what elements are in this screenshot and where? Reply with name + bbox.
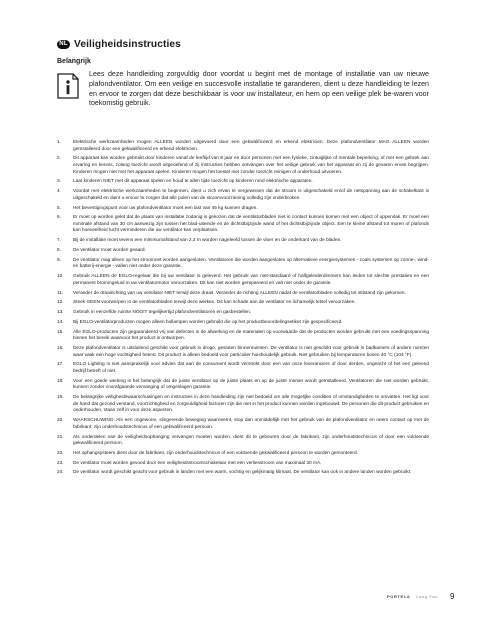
list-item bbox=[57, 418, 429, 431]
item-number: 1. bbox=[57, 140, 61, 145]
item-text: De ventilator wordt geschikt geacht voor gebruik in landen met een warm, vochtig en gelijkmatig klimaat. De ventilator kan ook in andere landen worden gebruikt. bbox=[73, 470, 412, 476]
list-item bbox=[57, 300, 429, 307]
list-item bbox=[57, 310, 429, 317]
list-item bbox=[57, 189, 429, 202]
list-item bbox=[57, 206, 429, 213]
item-text: Gebruik ALLEEN de EGLO-regelaar die bij uw ventilator is geleverd. Het gebruik van niet-standaard of halfgeleiderdimmers kan leiden tot slechte prestaties en een permanent brommgeluid in uw ventilatormotor veroorzaken. Dit kan niet worden gerepareerd en valt niet onder de garantie. bbox=[73, 274, 429, 286]
item-text: Gebruik in eenzelfde ruimte NOOIT tegelijkertijd plafondventilatoren en gasbestellen. bbox=[73, 310, 252, 316]
item-text: De ventilator moet worden gevoed door een veiligheidsstroomschakelaar met een verliesstroom van maximaal 30 mA. bbox=[73, 460, 322, 466]
item-number: 23. bbox=[57, 460, 64, 466]
safety-instruction-list bbox=[57, 140, 429, 480]
item-number: 3. bbox=[57, 179, 61, 185]
info-icon bbox=[57, 73, 79, 99]
item-number: 4. bbox=[57, 189, 61, 195]
item-number: 20. bbox=[57, 418, 64, 424]
list-item bbox=[57, 248, 429, 255]
item-text: Het bevestigingspunt voor uw plafondventilator moet een last van 45 kg kunnen dragen. bbox=[73, 205, 258, 211]
item-text: Voor een goede werking is het belangrijk dat de juiste ventilator op de juiste plaats en op de juiste manier wordt geïnstalleerd. Ventilatoren die niet worden gebruikt, kunnen zonder voorafgaande vervanging of omgeslagen garantie. bbox=[73, 378, 429, 391]
list-item bbox=[57, 379, 429, 392]
list-item bbox=[57, 179, 429, 186]
item-number: 2. bbox=[57, 156, 61, 162]
list-item bbox=[57, 346, 429, 359]
item-text: Deze plafondventilator is uitsluitend geschikt voor gebruik in droge, gesloten binnenruimten. De ventilator is niet geschikt voor gebruik in badkamers of andere ruimten waar vaak een hoge vochtigheid heerst. Dit product is alleen bedoeld voor particulier huishoudelijk gebruik. Niet gebruiken bij temperaturen boven 40 °C (104 °F). bbox=[73, 346, 429, 358]
item-number: 5. bbox=[57, 205, 61, 211]
item-number: 22. bbox=[57, 450, 64, 456]
list-item bbox=[57, 274, 429, 287]
item-text: WAARSCHUWING: Als een ongewone, slingerende beweging waarneemt, stop dan onmiddellijk met het gebruik van de plafondventilator en neem contact op met de fabrikant, zijn onderhoudstechnicus of een gekwalificeerd persoon. bbox=[73, 418, 429, 430]
item-number: 17. bbox=[57, 362, 64, 368]
list-item bbox=[57, 330, 429, 343]
item-number: 19. bbox=[57, 395, 64, 401]
list-item bbox=[57, 435, 429, 448]
list-item bbox=[57, 461, 429, 468]
list-item bbox=[57, 470, 429, 477]
list-item bbox=[57, 215, 429, 235]
item-text: Verander de draairichting van uw ventilator NIET terwijl deze draait. Verander de richting ALLEEN nadat de ventilatorbladen volledig tot stilstand zijn gekomen. bbox=[73, 290, 406, 296]
item-number: 12. bbox=[57, 300, 64, 306]
item-text: Voordat met elektrische werkzaamheden te beginnen, dient u zich ervan te vergewissen dat de stroom is uitgeschakeld en/of de netspanning aan de schakelkast is uitgeschakeld en dient u ervoor te zorgen dat alle polen van de stroomvoorziening volledig zijn onderbroken. bbox=[73, 189, 429, 201]
item-number: 18. bbox=[57, 378, 64, 384]
item-number: 21. bbox=[57, 434, 64, 440]
item-text: Laat kinderen NIET met dit apparaat spelen en houd te allen tijde toezicht op kinderen rond elektrische apparaten. bbox=[73, 179, 313, 185]
item-number: 10. bbox=[57, 274, 64, 280]
item-number: 14. bbox=[57, 319, 64, 325]
heading-row bbox=[57, 39, 181, 50]
item-text: Het ophangsysteem dient door de fabrikant, zijn onderhoudstechnicus of een voldoende gekwalificeerd persoon te worden gemonteerd. bbox=[73, 450, 358, 456]
intro-block bbox=[57, 70, 429, 109]
section-subtitle: Belangrijk bbox=[57, 58, 91, 65]
list-item bbox=[57, 258, 429, 271]
item-number: 6. bbox=[57, 215, 61, 221]
item-number: 8. bbox=[57, 248, 61, 254]
item-text: Alle EGLO-producten zijn gegarandeerd vrij van defecten in de afwerking en de materialen op voorwaarde dat de producten worden gebruikt met een voedingsspanning binnen het bereik waarvoor het product is ontworpen. bbox=[73, 329, 429, 342]
item-number: 11. bbox=[57, 290, 64, 296]
item-text: Bij EGLO-ventilatorproducten mogen alleen bollampen worden gebruikt die op het productbeoordelingsetiket zijn gespecificeerd. bbox=[73, 319, 343, 325]
footer-language: Lang Fan bbox=[416, 594, 439, 599]
page-footer bbox=[387, 592, 454, 601]
item-number: 24. bbox=[57, 470, 64, 476]
list-item bbox=[57, 451, 429, 458]
footer-brand: PORTELA bbox=[387, 594, 411, 599]
item-number: 15. bbox=[57, 329, 64, 335]
item-number: 16. bbox=[57, 346, 64, 352]
item-number: 13. bbox=[57, 310, 64, 316]
item-number: 7. bbox=[57, 238, 61, 244]
list-item bbox=[57, 395, 429, 415]
item-text: De ventilator moet worden geaard. bbox=[73, 248, 146, 254]
item-text: Elektrische werkzaamheden mogen ALLEEN worden uitgevoerd door een gekwalificeerd en erkend elektricien. Deze plafondventilator MAG ALLEEN worden geïnstalleerd door een gekwalificeerd en erkend elektricien. bbox=[73, 140, 429, 152]
item-text: Als onderdelen van de veiligheidsophanging vervangen moeten worden, dient dit te gebeuren door de fabrikant, zijn onderhoudstechnicus of door een voldoende gekwalificeerd persoon. bbox=[73, 434, 429, 447]
list-item bbox=[57, 320, 429, 327]
intro-text: Lees deze handleiding zorgvuldig door voordat u begint met de montage of installatie van uw nieuwe plafondventilator. Om een veilige en succesvolle installatie te garanderen, dient u deze handleiding te lezen en ervoor te zorgen dat deze beschikbaar is voor uw installateur, en hem op een veilige plek be-waren voor toekomstig gebruik. bbox=[89, 70, 429, 108]
item-text: Er moet op worden gelet dat de plaats van installatie zodanig is gekozen dat de ventilatorbladen niet in contact kunnen komen met een object of oppervlak. Er moet een minimale afstand van 30 cm aanwezig zijn tussen het blad-uiteinde en de dichtstbijzijnde wand of het dichtstbijzijnde object. Een te kleine afstand tot muren of plafonds kan hoeveelheid lucht verminderen die uw ventilator kan verplaatsen. bbox=[73, 215, 429, 234]
language-badge: NL bbox=[57, 40, 70, 49]
item-text: De belangrijke veiligheidswaarschuwingen en instructies in deze handleiding zijn niet bedoeld om alle mogelijke condities of omstandigheden te omvatten. Het ligt voor de hand dat gezond verstand, voorzichtigheid en zorgvuldigheid factoren zijn die niet in het product kunnen worden ingebouwd. De personen die dit product gebruiken en onderhouden, staan zelf in voor deze aspecten. bbox=[73, 395, 429, 414]
list-item bbox=[57, 140, 429, 153]
page-number: 9 bbox=[450, 592, 455, 601]
item-number: 9. bbox=[57, 257, 61, 263]
list-item bbox=[57, 156, 429, 176]
item-text: Bij de installatie moet tevens een minimumafstand van 2,3 m worden nageleefd tussen de vloer en de onderkant van de bladen. bbox=[73, 238, 342, 244]
item-text: De ventilator mag alleen op het stroomnet worden aangesloten. Ventilatoren die worden aangesloten op alternatieve energiesystemen - zoals systemen op zonne-, wind- en batterij-energie - vallen niet onder deze garantie. bbox=[73, 257, 429, 270]
list-item bbox=[57, 238, 429, 245]
item-text: EGLO Lighting is niet aansprakelijk voor advies dat aan de consument wordt verstrekt door een van onze leveranciers of door derden, ongeacht of het een geleend bedrijf betreft of niet. bbox=[73, 362, 429, 375]
page-title: Veiligheidsinstructies bbox=[74, 39, 181, 50]
item-text: Dit apparaat kan worden gebruikt door kinderen vanaf de leeftijd van 8 jaar en door personen met een fysieke, zintuiglijke of mentale beperking, of met een gebrek aan ervaring en kennis, zolang toezicht wordt uitgeoefend of zij instructies hebben ontvangen over het veilige gebruik van het apparaat en zij de gevaren ervan begrijpen. Kinderen mogen niet met het apparaat spelen. Kinderen mogen het toestel niet zonder toezicht reinigen of onderhoud uitvoeren. bbox=[73, 156, 429, 175]
item-text: Steek GEEN voorwerpen in de ventilatorbladen terwijl deze werken. Dit kan schade aan de ventilator en lichamelijk letsel veroorzaken. bbox=[73, 300, 356, 306]
list-item bbox=[57, 291, 429, 298]
list-item bbox=[57, 362, 429, 375]
